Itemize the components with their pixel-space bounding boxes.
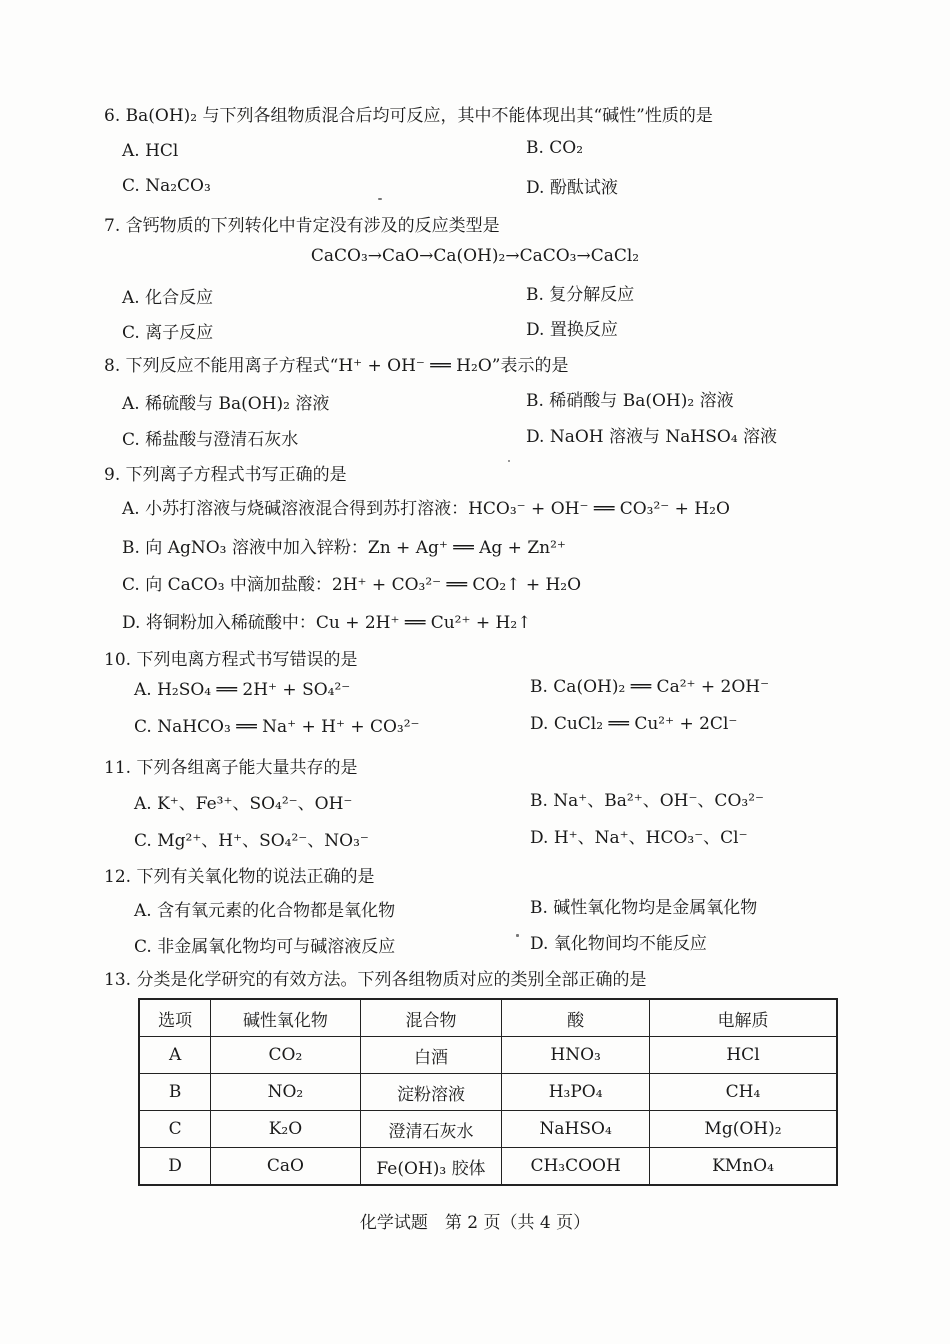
table-cell: HNO₃ — [502, 1037, 650, 1074]
table-cell: A — [139, 1037, 211, 1074]
table-cell: 白酒 — [360, 1037, 502, 1074]
table-cell: CH₄ — [650, 1074, 838, 1111]
table-cell: HCl — [650, 1037, 838, 1074]
question-10-option-b: B. Ca(OH)₂ ══ Ca²⁺ + 2OH⁻ — [530, 677, 770, 697]
table-cell: Fe(OH)₃ 胶体 — [360, 1148, 502, 1186]
question-11-option-d: D. H⁺、Na⁺、HCO₃⁻、Cl⁻ — [530, 828, 748, 848]
question-9-option-a: A. 小苏打溶液与烧碱溶液混合得到苏打溶液：HCO₃⁻ + OH⁻ ══ CO₃²⁻ + H₂O — [122, 499, 730, 519]
table-header-cell: 酸 — [502, 999, 650, 1037]
table-header-cell: 混合物 — [360, 999, 502, 1037]
question-11-option-b: B. Na⁺、Ba²⁺、OH⁻、CO₃²⁻ — [530, 791, 764, 811]
question-12-option-d: D. 氧化物间均不能反应 — [530, 934, 707, 954]
scan-speck — [378, 198, 382, 200]
table-header-row — [139, 999, 837, 1037]
question-11-option-c: C. Mg²⁺、H⁺、SO₄²⁻、NO₃⁻ — [134, 831, 369, 851]
table-header-cell: 电解质 — [650, 999, 838, 1037]
question-8-option-b: B. 稀硝酸与 Ba(OH)₂ 溶液 — [526, 391, 734, 411]
table-header-cell: 选项 — [139, 999, 211, 1037]
table-cell: CO₂ — [211, 1037, 360, 1074]
question-6-option-a: A. HCl — [122, 141, 179, 161]
table-cell: B — [139, 1074, 211, 1111]
question-10-stem: 10. 下列电离方程式书写错误的是 — [104, 650, 358, 670]
table-cell: 淀粉溶液 — [360, 1074, 502, 1111]
question-9-option-c: C. 向 CaCO₃ 中滴加盐酸：2H⁺ + CO₃²⁻ ══ CO₂↑ + H₂O — [122, 575, 582, 595]
question-13-stem: 13. 分类是化学研究的有效方法。下列各组物质对应的类别全部正确的是 — [104, 970, 647, 990]
table-cell: 澄清石灰水 — [360, 1111, 502, 1148]
question-9-stem: 9. 下列离子方程式书写正确的是 — [104, 465, 347, 485]
question-7-reaction-chain: CaCO₃→CaO→Ca(OH)₂→CaCO₃→CaCl₂ — [310, 246, 640, 266]
question-12-option-a: A. 含有氧元素的化合物都是氧化物 — [134, 901, 396, 921]
table-cell: CH₃COOH — [502, 1148, 650, 1186]
question-11-option-a: A. K⁺、Fe³⁺、SO₄²⁻、OH⁻ — [134, 794, 353, 814]
question-10-option-a: A. H₂SO₄ ══ 2H⁺ + SO₄²⁻ — [134, 680, 351, 700]
table-cell: KMnO₄ — [650, 1148, 838, 1186]
question-8-option-c: C. 稀盐酸与澄清石灰水 — [122, 430, 299, 450]
table-cell: D — [139, 1148, 211, 1186]
page-footer: 化学试题 第 2 页（共 4 页） — [359, 1213, 591, 1233]
question-9-option-b: B. 向 AgNO₃ 溶液中加入锌粉：Zn + Ag⁺ ══ Ag + Zn²⁺ — [122, 538, 566, 558]
question-11-stem: 11. 下列各组离子能大量共存的是 — [104, 758, 358, 778]
question-6-stem: 6. Ba(OH)₂ 与下列各组物质混合后均可反应，其中不能体现出其“碱性”性质的是 — [104, 106, 713, 126]
table-cell: NO₂ — [211, 1074, 360, 1111]
question-6-option-b: B. CO₂ — [526, 138, 584, 158]
question-7-option-d: D. 置换反应 — [526, 320, 618, 340]
table-row — [139, 1037, 837, 1074]
scan-speck — [508, 460, 510, 462]
question-7-option-a: A. 化合反应 — [122, 288, 214, 308]
table-header-cell: 碱性氧化物 — [211, 999, 360, 1037]
table-cell: Mg(OH)₂ — [650, 1111, 838, 1148]
question-12-option-b: B. 碱性氧化物均是金属氧化物 — [530, 898, 758, 918]
question-8-stem: 8. 下列反应不能用离子方程式“H⁺ + OH⁻ ══ H₂O”表示的是 — [104, 356, 569, 376]
table-row — [139, 1111, 837, 1148]
table-row — [139, 1074, 837, 1111]
table-cell: H₃PO₄ — [502, 1074, 650, 1111]
question-10-option-d: D. CuCl₂ ══ Cu²⁺ + 2Cl⁻ — [530, 714, 738, 734]
question-6-option-d: D. 酚酞试液 — [526, 178, 618, 198]
table-cell: K₂O — [211, 1111, 360, 1148]
table-cell: CaO — [211, 1148, 360, 1186]
scan-speck — [516, 934, 519, 937]
classification-table — [138, 998, 838, 1186]
question-8-option-d: D. NaOH 溶液与 NaHSO₄ 溶液 — [526, 427, 778, 447]
table-row — [139, 1148, 837, 1186]
question-10-option-c: C. NaHCO₃ ══ Na⁺ + H⁺ + CO₃²⁻ — [134, 717, 420, 737]
question-7-stem: 7. 含钙物质的下列转化中肯定没有涉及的反应类型是 — [104, 216, 500, 236]
table-cell: C — [139, 1111, 211, 1148]
question-7-option-b: B. 复分解反应 — [526, 285, 635, 305]
question-12-stem: 12. 下列有关氧化物的说法正确的是 — [104, 867, 375, 887]
question-12-option-c: C. 非金属氧化物均可与碱溶液反应 — [134, 937, 396, 957]
table-cell: NaHSO₄ — [502, 1111, 650, 1148]
question-6-option-c: C. Na₂CO₃ — [122, 176, 211, 196]
question-8-option-a: A. 稀硫酸与 Ba(OH)₂ 溶液 — [122, 394, 330, 414]
question-7-option-c: C. 离子反应 — [122, 323, 214, 343]
question-9-option-d: D. 将铜粉加入稀硫酸中：Cu + 2H⁺ ══ Cu²⁺ + H₂↑ — [122, 613, 532, 633]
